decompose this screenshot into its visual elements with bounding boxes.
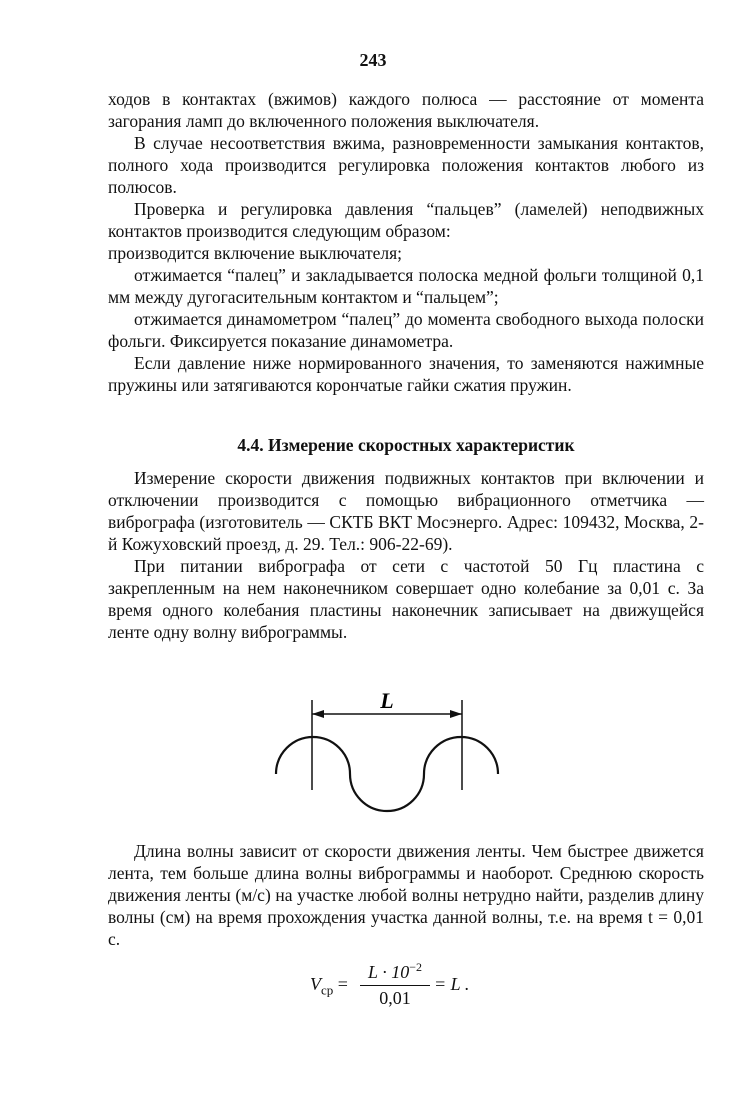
paragraph: Если давление ниже нормированного значения, то заменяются нажимные пружины или затягиваются корончатые гайки сжатия пружин. — [108, 353, 704, 395]
arrow-left-icon — [312, 710, 324, 718]
formula-fraction — [360, 960, 430, 1009]
paragraph: Измерение скорости движения подвижных контактов при включении и отключении производится с помощью вибрационного отметчика — вибрографа (изготовитель — СКТБ ВКТ Мосэнерго. Адрес: 109432, Москва, 2-й Кожуховский проезд, д. 29. Тел.: 906-22-69). — [108, 468, 704, 554]
velocity-formula — [310, 960, 510, 1020]
formula-rhs: = L . — [434, 974, 470, 994]
vibrogram-figure — [270, 690, 500, 840]
wave-path — [276, 737, 498, 811]
paragraph: отжимается “палец” и закладывается полоска медной фольги толщиной 0,1 мм между дугогасительным контактом и “пальцем”; — [108, 265, 704, 307]
formula-denominator: 0,01 — [379, 988, 411, 1008]
formula-lhs: $V_{ср}$ = — [310, 974, 348, 998]
paragraph: отжимается динамометром “палец” до момента свободного выхода полоски фольги. Фиксируется показание динамометра. — [108, 309, 704, 351]
body-text-mid — [108, 467, 704, 643]
dimension-label: L — [380, 690, 394, 713]
paragraph: Длина волны зависит от скорости движения ленты. Чем быстрее движется лента, тем больше длина волны виброграммы и наоборот. Среднюю скорость движения ленты (м/с) на участке любой волны нетрудно найти, разделив длину волны (см) на время прохождения участка данной волны, т.е. на время t = 0,01 с. — [108, 841, 704, 949]
paragraph: Проверка и регулировка давления “пальцев” (ламелей) неподвижных контактов производится следующим образом: — [108, 199, 704, 241]
body-text-top — [108, 88, 704, 396]
paragraph: В случае несоответствия вжима, разновременности замыкания контактов, полного хода производится регулировка положения контактов любого из полюсов. — [108, 133, 704, 197]
body-text-bottom — [108, 840, 704, 950]
fraction-bar — [360, 985, 430, 986]
paragraph: ходов в контактах (вжимов) каждого полюса — расстояние от момента загорания ламп до включенного положения выключателя. — [108, 89, 704, 131]
formula-numerator: $L \cdot 10^{-2}$ — [368, 960, 422, 982]
paragraph: При питании вибрографа от сети с частотой 50 Гц пластина с закрепленным на нем наконечником совершает одно колебание за 0,01 с. За время одного колебания пластины наконечник записывает на движущейся ленте одну волну виброграммы. — [108, 556, 704, 642]
page-number: 243 — [359, 50, 387, 70]
section-title: 4.4. Измерение скоростных характеристик — [237, 435, 575, 455]
paragraph: производится включение выключателя; — [108, 243, 403, 263]
arrow-right-icon — [450, 710, 462, 718]
vibrogram-wave — [270, 690, 500, 840]
